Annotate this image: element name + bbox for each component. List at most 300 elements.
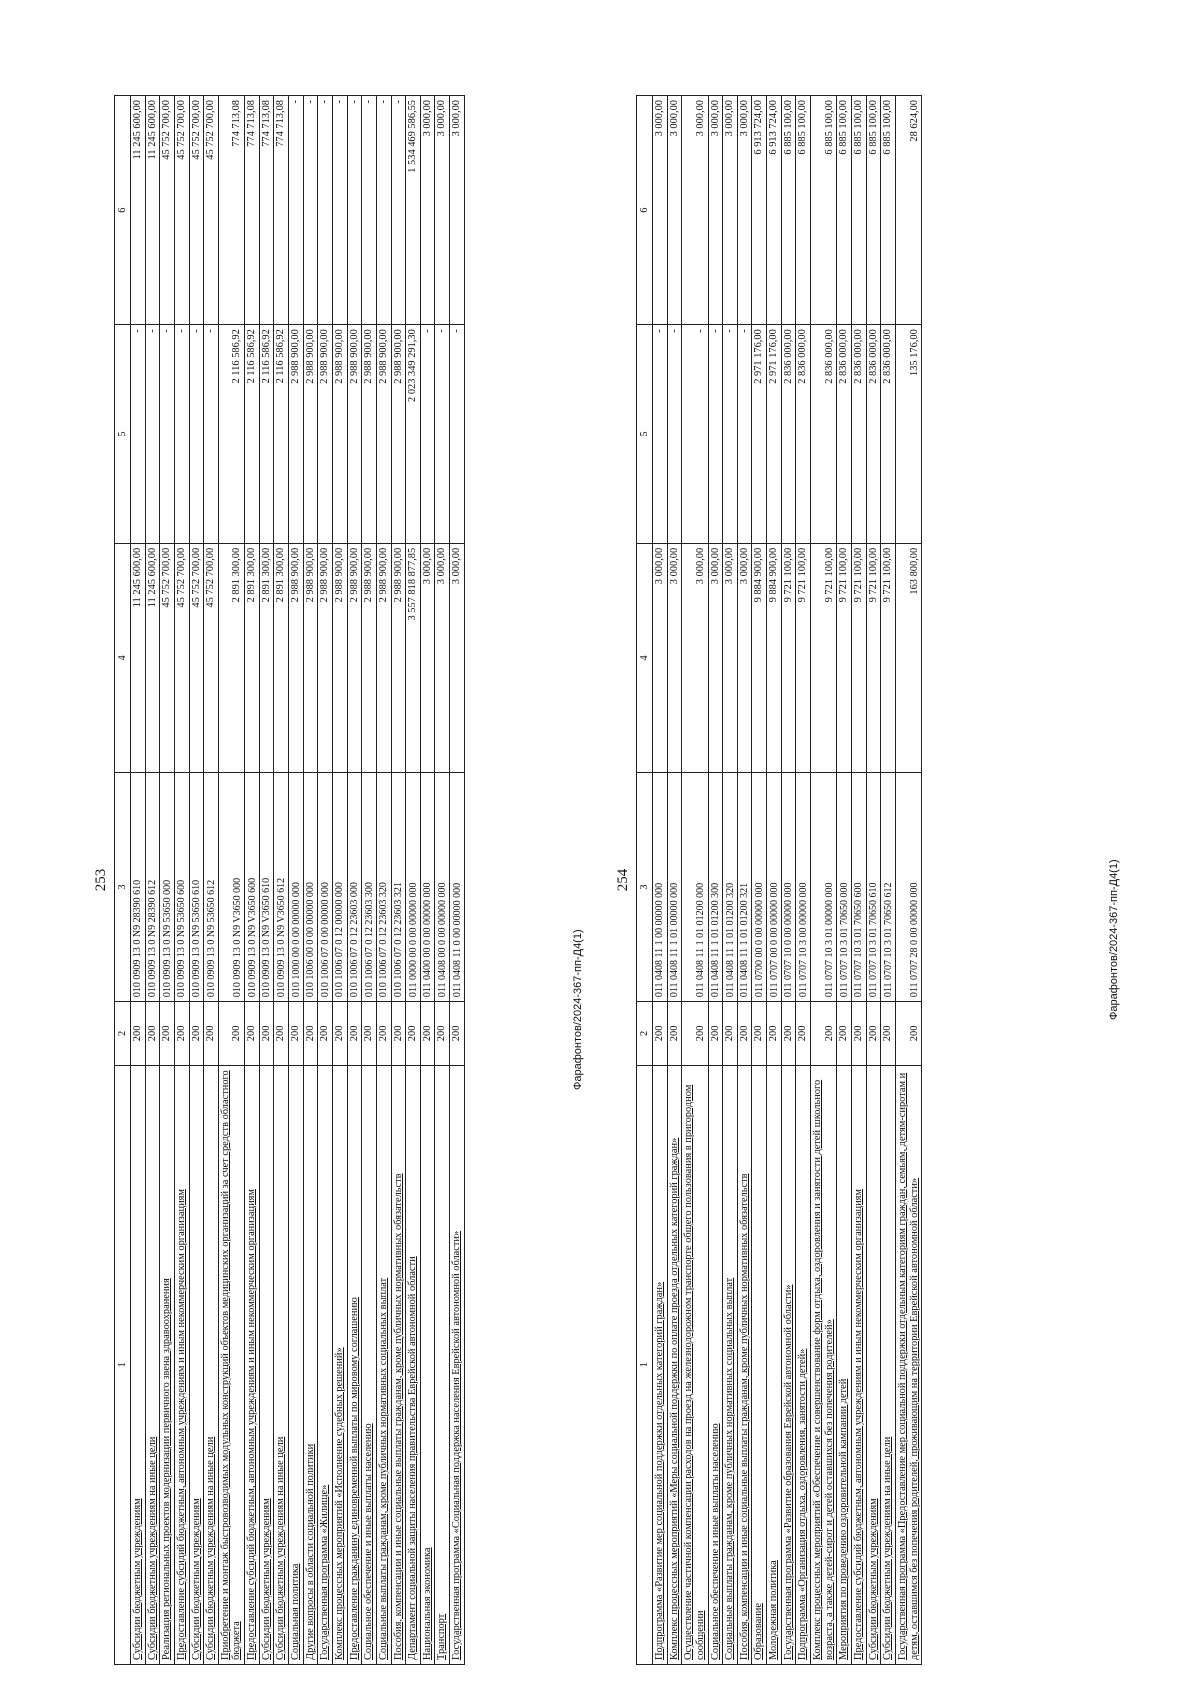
column-header: 6: [115, 96, 131, 325]
row-amount-total: 45 752 700,00: [204, 543, 219, 772]
row-amount-regional: 3 000,00: [450, 96, 465, 325]
row-classification-code: 011 0408 11 1 00 00000 000: [653, 772, 668, 1001]
page-number: 253: [93, 868, 109, 892]
table-row: [653, 96, 668, 1665]
row-amount-total: 2 891 300,00: [245, 543, 260, 772]
row-classification-code: 010 1000 00 0 00 00000 000: [289, 772, 304, 1001]
row-classification-code: 011 0707 28 0 00 00000 000: [895, 772, 921, 1001]
row-amount-total: 3 000,00: [435, 543, 450, 772]
row-amount-total: 9 721 100,00: [811, 543, 837, 772]
table-row: [435, 96, 450, 1665]
row-name-text: Национальная экономика: [421, 1547, 433, 1660]
row-name-text: Субсидии бюджетным учреждениям: [867, 1498, 879, 1660]
row-name-text: Подпрограмма «Организация отдыха, оздоровления, занятости детей»: [797, 1348, 809, 1660]
table-row: [245, 96, 260, 1665]
row-amount-total: 9 884 900,00: [767, 543, 782, 772]
row-amount-total: 9 721 100,00: [851, 543, 866, 772]
row-amount-federal: 2 836 000,00: [837, 325, 852, 544]
row-amount-regional: 45 752 700,00: [160, 96, 175, 325]
row-name: [174, 1065, 189, 1664]
row-grbs-code: 200: [362, 1002, 377, 1065]
row-name: [362, 1065, 377, 1664]
row-grbs-code: 200: [189, 1002, 204, 1065]
row-name-text: Пособия, компенсации и иные социальные выплаты гражданам, кроме публичных нормативных обязательств: [738, 1173, 750, 1660]
column-header: 3: [115, 772, 131, 1001]
row-classification-code: 010 1006 07 0 00 00000 000: [318, 772, 333, 1001]
row-amount-regional: 6 885 100,00: [796, 96, 811, 325]
table-row: [145, 96, 160, 1665]
row-grbs-code: 200: [811, 1002, 837, 1065]
row-classification-code: 011 0408 11 1 01 01200 300: [708, 772, 723, 1001]
row-amount-federal: -: [204, 325, 219, 544]
row-grbs-code: 200: [174, 1002, 189, 1065]
row-name-text: Социальные выплаты гражданам, кроме публичных нормативных социальных выплат: [377, 1277, 389, 1660]
row-amount-federal: -: [450, 325, 465, 544]
row-classification-code: 010 0909 13 0 N9 28390 612: [145, 772, 160, 1001]
row-amount-regional: 6 885 100,00: [851, 96, 866, 325]
row-name: [218, 1065, 244, 1664]
table-row: [796, 96, 811, 1665]
row-name-text: Транспорт: [436, 1613, 448, 1660]
table-row: [303, 96, 318, 1665]
row-grbs-code: 200: [204, 1002, 219, 1065]
row-name: [752, 1065, 767, 1664]
row-grbs-code: 200: [318, 1002, 333, 1065]
row-amount-total: 3 000,00: [708, 543, 723, 772]
row-amount-regional: 11 245 600,00: [145, 96, 160, 325]
row-name: [376, 1065, 391, 1664]
row-grbs-code: 200: [708, 1002, 723, 1065]
row-classification-code: 011 0408 11 1 01 01200 320: [723, 772, 738, 1001]
document-page-254: [610, 95, 1095, 1665]
row-grbs-code: 200: [391, 1002, 406, 1065]
row-amount-regional: 774 713,08: [218, 96, 244, 325]
column-header: 4: [115, 543, 131, 772]
row-name-text: Государственная программа «Социальная поддержка населения Еврейской автономной области»: [451, 1230, 463, 1660]
row-name: [851, 1065, 866, 1664]
row-name: [667, 1065, 682, 1664]
row-amount-total: 3 000,00: [653, 543, 668, 772]
row-classification-code: 010 0909 13 0 N9 28390 610: [131, 772, 146, 1001]
row-classification-code: 011 0707 10 3 01 70650 000: [837, 772, 852, 1001]
table-row: [259, 96, 274, 1665]
row-amount-federal: -: [435, 325, 450, 544]
row-name: [866, 1065, 881, 1664]
row-name: [347, 1065, 362, 1664]
row-amount-federal: 2 971 176,00: [752, 325, 767, 544]
row-amount-federal: -: [189, 325, 204, 544]
column-header: 2: [115, 1002, 131, 1065]
row-name: [781, 1065, 796, 1664]
row-amount-total: 3 000,00: [723, 543, 738, 772]
row-amount-total: 3 000,00: [450, 543, 465, 772]
row-amount-federal: -: [682, 325, 708, 544]
row-grbs-code: 200: [851, 1002, 866, 1065]
row-amount-regional: 3 000,00: [667, 96, 682, 325]
row-classification-code: 010 1006 07 0 12 23603 321: [391, 772, 406, 1001]
row-grbs-code: 200: [160, 1002, 175, 1065]
row-amount-total: 2 891 300,00: [274, 543, 289, 772]
row-amount-regional: 45 752 700,00: [204, 96, 219, 325]
table-row: [406, 96, 421, 1665]
row-amount-federal: 2 116 586,92: [274, 325, 289, 544]
row-name-text: Субсидии бюджетным учреждениям на иные цели: [882, 1436, 894, 1660]
row-amount-total: 2 988 900,00: [391, 543, 406, 772]
row-amount-regional: 6 885 100,00: [781, 96, 796, 325]
row-name: [189, 1065, 204, 1664]
table-row: [851, 96, 866, 1665]
column-header: 5: [115, 325, 131, 544]
row-grbs-code: 200: [274, 1002, 289, 1065]
row-name: [131, 1065, 146, 1664]
row-classification-code: 011 0408 00 0 00 00000 000: [435, 772, 450, 1001]
row-classification-code: 010 1006 07 0 12 23603 300: [362, 772, 377, 1001]
row-classification-code: 011 0408 11 1 01 00000 000: [667, 772, 682, 1001]
row-amount-regional: -: [332, 96, 347, 325]
row-name-text: Комплекс процессных мероприятий «Обеспечение и совершенствование форм отдыха, оздоровления и занятости детей школьного возраста, а также детей-сирот и детей оставшихся без попечения родителей»: [812, 1079, 835, 1660]
row-classification-code: 010 0909 13 0 N9 V3650 600: [245, 772, 260, 1001]
row-name: [837, 1065, 852, 1664]
row-amount-federal: -: [420, 325, 435, 544]
row-amount-regional: 1 534 469 586,55: [406, 96, 421, 325]
row-name-text: Реализация региональных проектов модернизации первичного звена здравоохранения: [161, 1278, 173, 1660]
row-grbs-code: 200: [682, 1002, 708, 1065]
row-amount-regional: 774 713,08: [259, 96, 274, 325]
row-classification-code: 010 1006 00 0 00 00000 000: [303, 772, 318, 1001]
row-amount-federal: -: [653, 325, 668, 544]
row-amount-total: 163 800,00: [895, 543, 921, 772]
row-name: [708, 1065, 723, 1664]
table-row: [189, 96, 204, 1665]
row-amount-total: 45 752 700,00: [174, 543, 189, 772]
row-classification-code: 010 0909 13 0 N9 V3650 612: [274, 772, 289, 1001]
row-name: [811, 1065, 837, 1664]
row-classification-code: 011 0707 10 3 01 70650 612: [881, 772, 896, 1001]
row-grbs-code: 200: [450, 1002, 465, 1065]
row-name: [289, 1065, 304, 1664]
row-classification-code: 011 0408 11 1 01 01200 000: [682, 772, 708, 1001]
row-name-text: Государственная программа «Предоставление мер социальной поддержки отдельным категориям граждан, семьям, детям-сиротам и детям, оставшимся без попечения родителей, проживающим на территории Еврейской автономной области»: [896, 1072, 920, 1660]
row-amount-regional: 45 752 700,00: [189, 96, 204, 325]
row-amount-regional: -: [289, 96, 304, 325]
row-amount-federal: -: [160, 325, 175, 544]
row-amount-regional: 6 913 724,00: [767, 96, 782, 325]
row-grbs-code: 200: [866, 1002, 881, 1065]
row-amount-total: 9 721 100,00: [796, 543, 811, 772]
row-amount-regional: 6 885 100,00: [881, 96, 896, 325]
row-amount-total: 2 988 900,00: [362, 543, 377, 772]
row-amount-federal: 2 116 586,92: [218, 325, 244, 544]
row-amount-federal: -: [708, 325, 723, 544]
table-row: [767, 96, 782, 1665]
row-classification-code: 010 0909 13 0 N9 53650 610: [189, 772, 204, 1001]
row-classification-code: 010 1006 07 0 12 23603 320: [376, 772, 391, 1001]
table-header-row: [115, 96, 131, 1665]
row-amount-total: 11 245 600,00: [131, 543, 146, 772]
table-row: [752, 96, 767, 1665]
row-amount-regional: 6 885 100,00: [866, 96, 881, 325]
row-amount-federal: -: [737, 325, 752, 544]
row-grbs-code: 200: [347, 1002, 362, 1065]
row-amount-total: 2 988 900,00: [332, 543, 347, 772]
row-amount-total: 45 752 700,00: [189, 543, 204, 772]
table-row: [866, 96, 881, 1665]
row-name-text: Субсидии бюджетным учреждениям на иные цели: [146, 1436, 158, 1660]
row-grbs-code: 200: [837, 1002, 852, 1065]
row-classification-code: 011 0707 10 3 00 00000 000: [796, 772, 811, 1001]
row-grbs-code: 200: [259, 1002, 274, 1065]
row-amount-total: 2 988 900,00: [289, 543, 304, 772]
budget-table: [114, 95, 465, 1665]
column-header: 4: [637, 543, 653, 772]
table-row: [881, 96, 896, 1665]
row-amount-regional: 45 752 700,00: [174, 96, 189, 325]
row-grbs-code: 200: [303, 1002, 318, 1065]
row-classification-code: 011 0707 10 0 00 00000 000: [781, 772, 796, 1001]
row-amount-federal: 2 023 349 291,30: [406, 325, 421, 544]
row-amount-federal: 135 176,00: [895, 325, 921, 544]
row-amount-regional: 6 885 100,00: [837, 96, 852, 325]
row-amount-total: 2 988 900,00: [303, 543, 318, 772]
row-amount-total: 3 000,00: [420, 543, 435, 772]
table-header-row: [637, 96, 653, 1665]
row-amount-federal: -: [667, 325, 682, 544]
row-grbs-code: 200: [781, 1002, 796, 1065]
row-classification-code: 010 0909 13 0 N9 V3650 610: [259, 772, 274, 1001]
row-name-text: Социальное обеспечение и иные выплаты населению: [709, 1423, 721, 1660]
row-name: [435, 1065, 450, 1664]
table-row: [837, 96, 852, 1665]
row-grbs-code: 200: [145, 1002, 160, 1065]
row-name-text: Социальное обеспечение и иные выплаты населению: [363, 1423, 375, 1660]
row-amount-total: 2 891 300,00: [259, 543, 274, 772]
row-amount-federal: 2 988 900,00: [303, 325, 318, 544]
row-name-text: Мероприятия по проведению оздоровительной кампании детей: [838, 1378, 850, 1660]
table-row: [420, 96, 435, 1665]
row-amount-federal: 2 988 900,00: [362, 325, 377, 544]
row-name: [303, 1065, 318, 1664]
row-classification-code: 011 0707 10 3 01 00000 000: [811, 772, 837, 1001]
row-name-text: Молодежная политика: [768, 1560, 780, 1660]
row-amount-federal: 2 116 586,92: [245, 325, 260, 544]
row-classification-code: 011 0707 10 3 01 70650 600: [851, 772, 866, 1001]
row-amount-regional: 6 913 724,00: [752, 96, 767, 325]
row-amount-total: 3 557 818 877,85: [406, 543, 421, 772]
row-amount-regional: 6 885 100,00: [811, 96, 837, 325]
row-name: [796, 1065, 811, 1664]
row-amount-regional: 3 000,00: [708, 96, 723, 325]
row-name-text: Государственная программа «Развитие образования Еврейской автономной области»: [782, 1284, 794, 1660]
row-grbs-code: 200: [737, 1002, 752, 1065]
table-row: [289, 96, 304, 1665]
table-row: [781, 96, 796, 1665]
table-row: [376, 96, 391, 1665]
row-name: [204, 1065, 219, 1664]
row-name-text: Субсидии бюджетным учреждениям на иные цели: [275, 1436, 287, 1660]
row-grbs-code: 200: [218, 1002, 244, 1065]
row-amount-regional: 3 000,00: [723, 96, 738, 325]
table-row: [682, 96, 708, 1665]
row-amount-regional: 11 245 600,00: [131, 96, 146, 325]
row-amount-regional: 3 000,00: [682, 96, 708, 325]
row-amount-regional: 3 000,00: [420, 96, 435, 325]
row-amount-regional: 3 000,00: [435, 96, 450, 325]
row-classification-code: 011 0400 00 0 00 00000 000: [420, 772, 435, 1001]
row-name: [723, 1065, 738, 1664]
row-amount-total: 2 988 900,00: [318, 543, 333, 772]
document-footer: Фарафонтов/2024-367-пп-Д4(1): [572, 929, 584, 1090]
row-amount-regional: -: [391, 96, 406, 325]
row-name: [895, 1065, 921, 1664]
table-row: [318, 96, 333, 1665]
row-name: [391, 1065, 406, 1664]
row-grbs-code: 200: [420, 1002, 435, 1065]
row-grbs-code: 200: [796, 1002, 811, 1065]
row-amount-federal: 2 988 900,00: [347, 325, 362, 544]
table-row: [895, 96, 921, 1665]
row-name-text: Образование: [753, 1603, 765, 1660]
row-name: [259, 1065, 274, 1664]
row-amount-total: 9 721 100,00: [781, 543, 796, 772]
column-header: 1: [637, 1065, 653, 1664]
row-classification-code: 010 0909 13 0 N9 53650 600: [174, 772, 189, 1001]
row-name-text: Пособия, компенсации и иные социальные выплаты гражданам, кроме публичных нормативных обязательств: [392, 1173, 404, 1660]
row-classification-code: 011 0707 10 3 01 70650 610: [866, 772, 881, 1001]
row-name-text: Субсидии бюджетным учреждениям: [260, 1498, 272, 1660]
row-amount-total: 2 891 300,00: [218, 543, 244, 772]
row-amount-federal: -: [131, 325, 146, 544]
row-amount-federal: 2 988 900,00: [289, 325, 304, 544]
row-classification-code: 011 0700 00 0 00 00000 000: [752, 772, 767, 1001]
row-classification-code: 010 0909 13 0 N9 V3650 000: [218, 772, 244, 1001]
row-name-text: Субсидии бюджетным учреждениям: [190, 1498, 202, 1660]
row-name-text: Другие вопросы в области социальной политики: [304, 1443, 316, 1660]
row-grbs-code: 200: [723, 1002, 738, 1065]
row-name: [406, 1065, 421, 1664]
document-page-253: [88, 95, 568, 1665]
row-name-text: Департамент социальной защиты населения правительства Еврейской автономной области: [407, 1256, 419, 1660]
page-number: 254: [615, 868, 631, 892]
row-name-text: Предоставление субсидий бюджетным, автономным учреждениям и иным некоммерческим организациям: [246, 1189, 258, 1660]
row-name-text: Социальная политика: [290, 1563, 302, 1660]
table-row: [274, 96, 289, 1665]
row-amount-total: 2 988 900,00: [347, 543, 362, 772]
row-amount-total: 9 884 900,00: [752, 543, 767, 772]
row-name-text: Социальные выплаты гражданам, кроме публичных нормативных социальных выплат: [724, 1277, 736, 1660]
row-name: [160, 1065, 175, 1664]
row-name: [145, 1065, 160, 1664]
row-amount-total: 3 000,00: [737, 543, 752, 772]
row-amount-regional: -: [347, 96, 362, 325]
row-name-text: Осуществление частичной компенсации расходов на проезд на железнодорожном транспорте общего пользования в пригородном сообщении: [683, 1084, 706, 1660]
row-amount-federal: 2 836 000,00: [866, 325, 881, 544]
row-name-text: Государственная программа «Жилище»: [319, 1484, 331, 1660]
row-name: [420, 1065, 435, 1664]
row-name: [245, 1065, 260, 1664]
row-amount-regional: 774 713,08: [245, 96, 260, 325]
row-name: [737, 1065, 752, 1664]
row-amount-federal: 2 988 900,00: [376, 325, 391, 544]
row-amount-regional: 3 000,00: [737, 96, 752, 325]
row-grbs-code: 200: [435, 1002, 450, 1065]
row-amount-total: 45 752 700,00: [160, 543, 175, 772]
row-amount-federal: 2 116 586,92: [259, 325, 274, 544]
row-amount-regional: -: [376, 96, 391, 325]
row-grbs-code: 200: [332, 1002, 347, 1065]
table-row: [218, 96, 244, 1665]
row-name-text: Субсидии бюджетным учреждениям на иные цели: [205, 1436, 217, 1660]
table-row: [204, 96, 219, 1665]
row-name: [881, 1065, 896, 1664]
row-amount-federal: 2 836 000,00: [851, 325, 866, 544]
row-name-text: Предоставление субсидий бюджетным, автономным учреждениям и иным некоммерческим организациям: [175, 1189, 187, 1660]
row-amount-federal: 2 988 900,00: [332, 325, 347, 544]
row-amount-federal: 2 836 000,00: [881, 325, 896, 544]
row-name-text: Подпрограмма «Развитие мер социальной поддержки отдельных категорий граждан»: [654, 1281, 665, 1660]
row-grbs-code: 200: [752, 1002, 767, 1065]
row-name: [767, 1065, 782, 1664]
row-grbs-code: 200: [667, 1002, 682, 1065]
row-classification-code: 011 0000 00 0 00 00000 000: [406, 772, 421, 1001]
row-amount-federal: 2 971 176,00: [767, 325, 782, 544]
row-amount-regional: 774 713,08: [274, 96, 289, 325]
table-row: [723, 96, 738, 1665]
row-name: [332, 1065, 347, 1664]
table-row: [347, 96, 362, 1665]
row-grbs-code: 200: [881, 1002, 896, 1065]
row-amount-federal: 2 988 900,00: [391, 325, 406, 544]
row-name: [274, 1065, 289, 1664]
column-header: 1: [115, 1065, 131, 1664]
row-classification-code: 011 0707 00 0 00 00000 000: [767, 772, 782, 1001]
budget-table: [636, 95, 922, 1665]
row-grbs-code: 200: [245, 1002, 260, 1065]
row-name-text: Предоставление гражданину единовременной выплаты по мировому соглашению: [348, 1297, 360, 1660]
row-name-text: Субсидии бюджетным учреждениям: [132, 1498, 143, 1660]
row-amount-federal: 2 836 000,00: [811, 325, 837, 544]
table-row: [737, 96, 752, 1665]
table-row: [391, 96, 406, 1665]
row-grbs-code: 200: [406, 1002, 421, 1065]
row-name: [450, 1065, 465, 1664]
row-grbs-code: 200: [289, 1002, 304, 1065]
row-amount-federal: -: [174, 325, 189, 544]
row-amount-regional: -: [362, 96, 377, 325]
table-row: [131, 96, 146, 1665]
row-classification-code: 010 1006 07 0 12 23603 000: [347, 772, 362, 1001]
table-row: [332, 96, 347, 1665]
row-amount-total: 3 000,00: [682, 543, 708, 772]
table-row: [362, 96, 377, 1665]
row-amount-total: 3 000,00: [667, 543, 682, 772]
row-grbs-code: 200: [131, 1002, 146, 1065]
row-amount-total: 2 988 900,00: [376, 543, 391, 772]
row-name: [682, 1065, 708, 1664]
table-row: [811, 96, 837, 1665]
row-amount-federal: -: [723, 325, 738, 544]
row-amount-federal: -: [145, 325, 160, 544]
row-name-text: Комплекс процессных мероприятий «Меры социальной поддержки по оплате проезда отдельных категорий граждан»: [668, 1137, 680, 1660]
row-amount-total: 11 245 600,00: [145, 543, 160, 772]
row-amount-federal: 2 836 000,00: [796, 325, 811, 544]
row-classification-code: 010 0909 13 0 N9 53650 000: [160, 772, 175, 1001]
row-amount-regional: -: [318, 96, 333, 325]
row-amount-regional: 28 624,00: [895, 96, 921, 325]
document-footer: Фарафонтов/2024-367-пп-Д4(1): [1108, 859, 1120, 1020]
column-header: 6: [637, 96, 653, 325]
row-amount-total: 9 721 100,00: [881, 543, 896, 772]
row-amount-regional: 3 000,00: [653, 96, 668, 325]
